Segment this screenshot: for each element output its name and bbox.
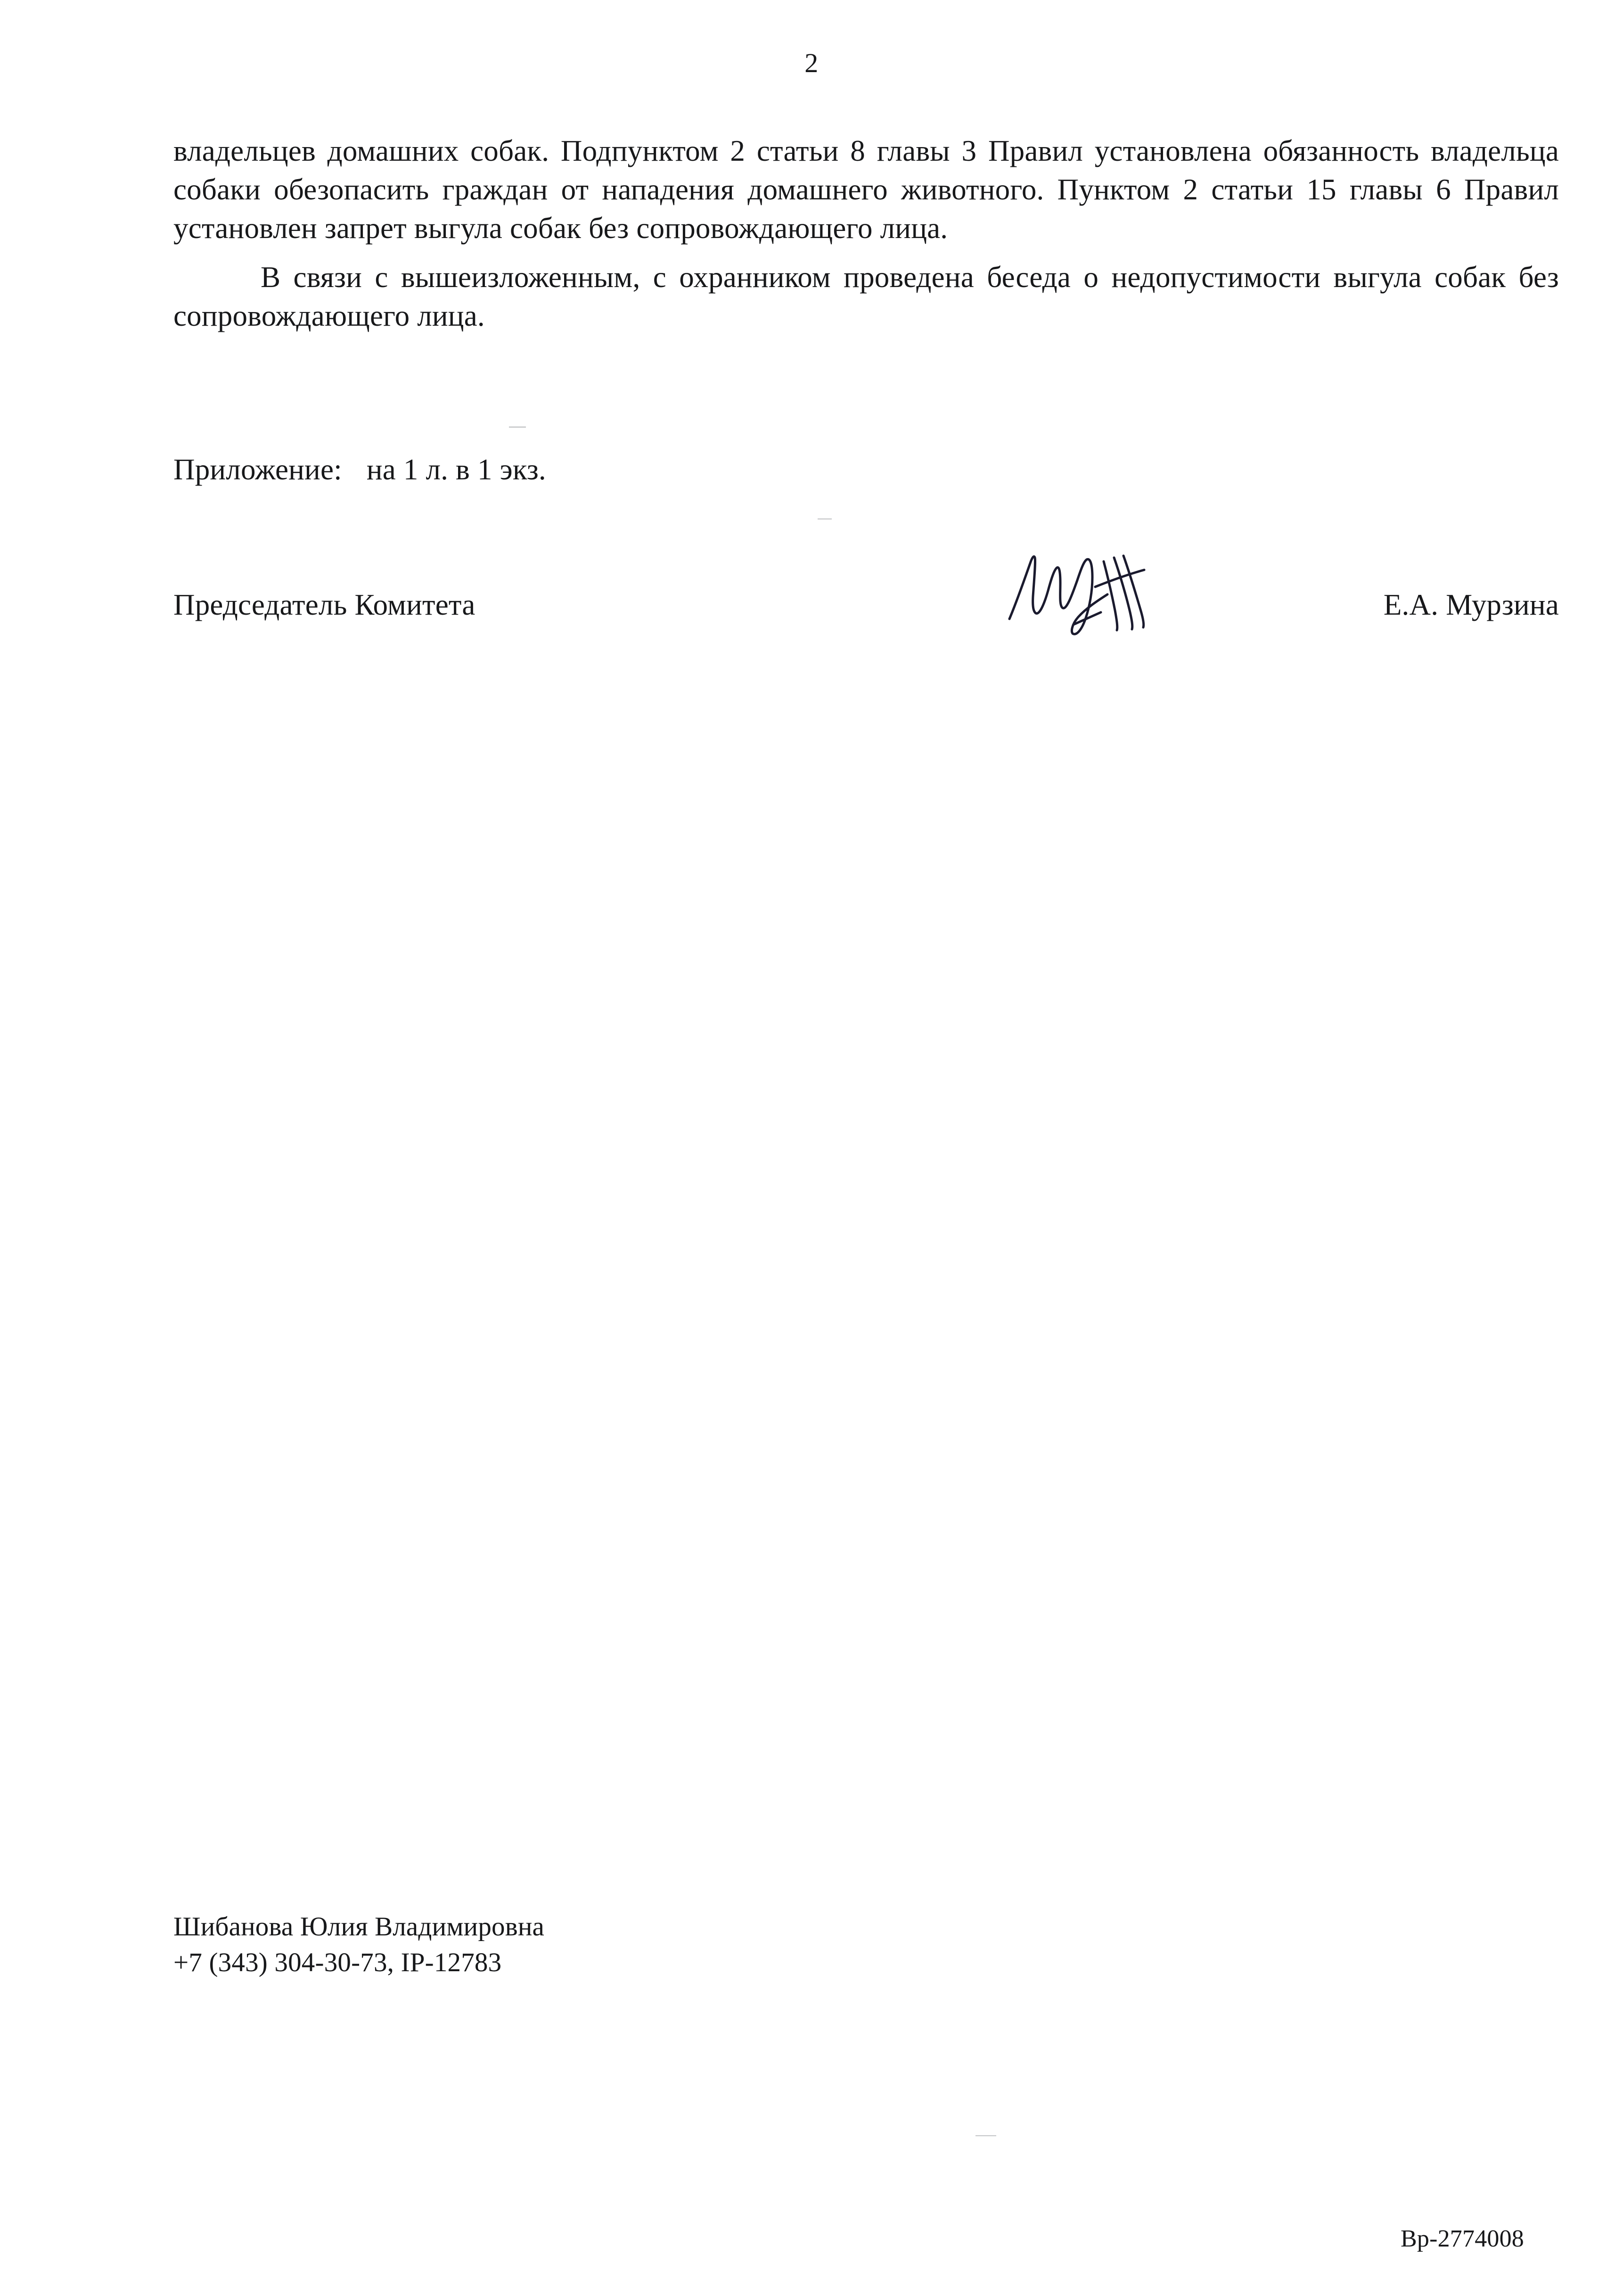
attachment-value: на 1 л. в 1 экз. bbox=[366, 453, 546, 486]
page-number: 2 bbox=[804, 48, 819, 78]
attachment-line bbox=[173, 453, 546, 487]
scan-artifact-mark-3 bbox=[975, 2135, 996, 2136]
paragraph-conclusion: В связи с вышеизложенным, с охранником проведена беседа о недопустимости выгула собак без сопровождающего лица. bbox=[173, 260, 1559, 332]
scan-artifact-mark-2 bbox=[818, 518, 832, 519]
document-body bbox=[173, 132, 1559, 335]
contact-name: Шибанова Юлия Владимировна bbox=[173, 1912, 545, 1942]
contact-block bbox=[173, 1909, 544, 1981]
document-code: Вр-2774008 bbox=[1401, 2225, 1524, 2252]
attachment-label: Приложение: bbox=[173, 453, 342, 486]
scan-artifact-mark bbox=[509, 427, 526, 428]
contact-phone: +7 (343) 304-30-73, IP-12783 bbox=[173, 1948, 502, 1978]
signer-position: Председатель Комитета bbox=[173, 588, 475, 621]
paragraph-continuation: владельцев домашних собак. Подпунктом 2 статьи 8 главы 3 Правил установлена обязанность владельца собаки обезопасить граждан от нападения домашнего животного. Пунктом 2 статьи 15 главы 6 Правил установлен запрет выгула собак без сопровождающего лица. bbox=[173, 134, 1559, 245]
signature-row bbox=[173, 582, 1559, 639]
handwritten-signature-icon bbox=[1003, 530, 1158, 653]
signer-name: Е.А. Мурзина bbox=[1383, 588, 1559, 621]
